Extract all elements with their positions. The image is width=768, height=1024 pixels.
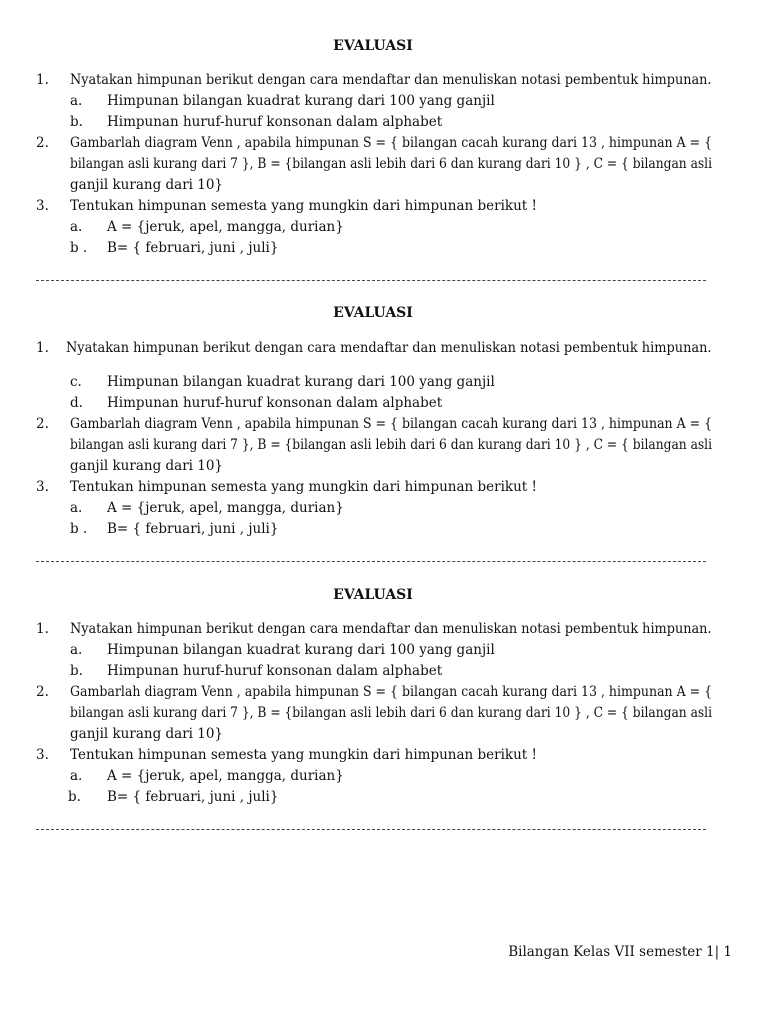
sub-item-text: A = {jeruk, apel, mangga, durian} <box>107 768 344 784</box>
dashed-divider <box>36 561 706 562</box>
sub-item-text: Himpunan bilangan kuadrat kurang dari 100 yang ganjil <box>107 93 495 109</box>
question-number: 3. <box>36 198 49 214</box>
question-text: Tentukan himpunan semesta yang mungkin dari himpunan berikut ! <box>70 479 537 495</box>
sub-item-text: B= { februari, juni , juli} <box>107 789 279 805</box>
sub-item-label: b . <box>70 240 88 256</box>
sub-item-text: B= { februari, juni , juli} <box>107 240 279 256</box>
question-text: Nyatakan himpunan berikut dengan cara mendaftar dan menuliskan notasi pembentuk himpunan. <box>70 72 712 88</box>
sub-item-label: b . <box>70 521 88 537</box>
sub-item-label: c. <box>70 374 82 390</box>
section-title: EVALUASI <box>333 587 413 603</box>
sub-item-label: a. <box>70 768 83 784</box>
question-number: 1. <box>36 72 49 88</box>
sub-item-text: B= { februari, juni , juli} <box>107 521 279 537</box>
question-text-line: bilangan asli kurang dari 7 }, B = {bilangan asli lebih dari 6 dan kurang dari 10 } , C = { bilangan asli <box>70 705 713 721</box>
sub-item-text: A = {jeruk, apel, mangga, durian} <box>107 500 344 516</box>
question-text-line: ganjil kurang dari 10} <box>70 458 224 474</box>
sub-item-text: Himpunan huruf-huruf konsonan dalam alphabet <box>107 663 443 679</box>
question-text-line: bilangan asli kurang dari 7 }, B = {bilangan asli lebih dari 6 dan kurang dari 10 } , C = { bilangan asli <box>70 156 713 172</box>
question-text-line: Gambarlah diagram Venn , apabila himpunan S = { bilangan cacah kurang dari 13 , himpunan A = { <box>70 416 713 432</box>
question-number: 3. <box>36 747 49 763</box>
page-footer: Bilangan Kelas VII semester 1| 1 <box>508 944 732 960</box>
question-text-line: Gambarlah diagram Venn , apabila himpunan S = { bilangan cacah kurang dari 13 , himpunan A = { <box>70 684 713 700</box>
question-number: 2. <box>36 684 49 700</box>
question-text: Tentukan himpunan semesta yang mungkin dari himpunan berikut ! <box>70 198 537 214</box>
dashed-divider <box>36 829 706 830</box>
sub-item-label: a. <box>70 219 83 235</box>
sub-item-label: a. <box>70 500 83 516</box>
sub-item-label: a. <box>70 93 83 109</box>
question-number: 1. <box>36 621 49 637</box>
question-text-line: Gambarlah diagram Venn , apabila himpunan S = { bilangan cacah kurang dari 13 , himpunan A = { <box>70 135 713 151</box>
sub-item-text: Himpunan huruf-huruf konsonan dalam alphabet <box>107 395 443 411</box>
sub-item-label: b. <box>70 114 83 130</box>
sub-item-text: Himpunan bilangan kuadrat kurang dari 100 yang ganjil <box>107 374 495 390</box>
sub-item-label: d. <box>70 395 83 411</box>
question-number: 1. <box>36 340 49 356</box>
question-number: 2. <box>36 135 49 151</box>
sub-item-text: A = {jeruk, apel, mangga, durian} <box>107 219 344 235</box>
sub-item-label: b. <box>68 789 81 805</box>
dashed-divider <box>36 280 706 281</box>
question-text: Nyatakan himpunan berikut dengan cara mendaftar dan menuliskan notasi pembentuk himpunan. <box>66 340 712 356</box>
sub-item-text: Himpunan huruf-huruf konsonan dalam alphabet <box>107 114 443 130</box>
question-text: Nyatakan himpunan berikut dengan cara mendaftar dan menuliskan notasi pembentuk himpunan. <box>70 621 712 637</box>
sub-item-text: Himpunan bilangan kuadrat kurang dari 100 yang ganjil <box>107 642 495 658</box>
question-number: 3. <box>36 479 49 495</box>
question-number: 2. <box>36 416 49 432</box>
question-text: Tentukan himpunan semesta yang mungkin dari himpunan berikut ! <box>70 747 537 763</box>
section-title: EVALUASI <box>333 305 413 321</box>
question-text-line: ganjil kurang dari 10} <box>70 726 224 742</box>
sub-item-label: b. <box>70 663 83 679</box>
sub-item-label: a. <box>70 642 83 658</box>
question-text-line: bilangan asli kurang dari 7 }, B = {bilangan asli lebih dari 6 dan kurang dari 10 } , C = { bilangan asli <box>70 437 713 453</box>
question-text-line: ganjil kurang dari 10} <box>70 177 224 193</box>
section-title: EVALUASI <box>333 38 413 54</box>
